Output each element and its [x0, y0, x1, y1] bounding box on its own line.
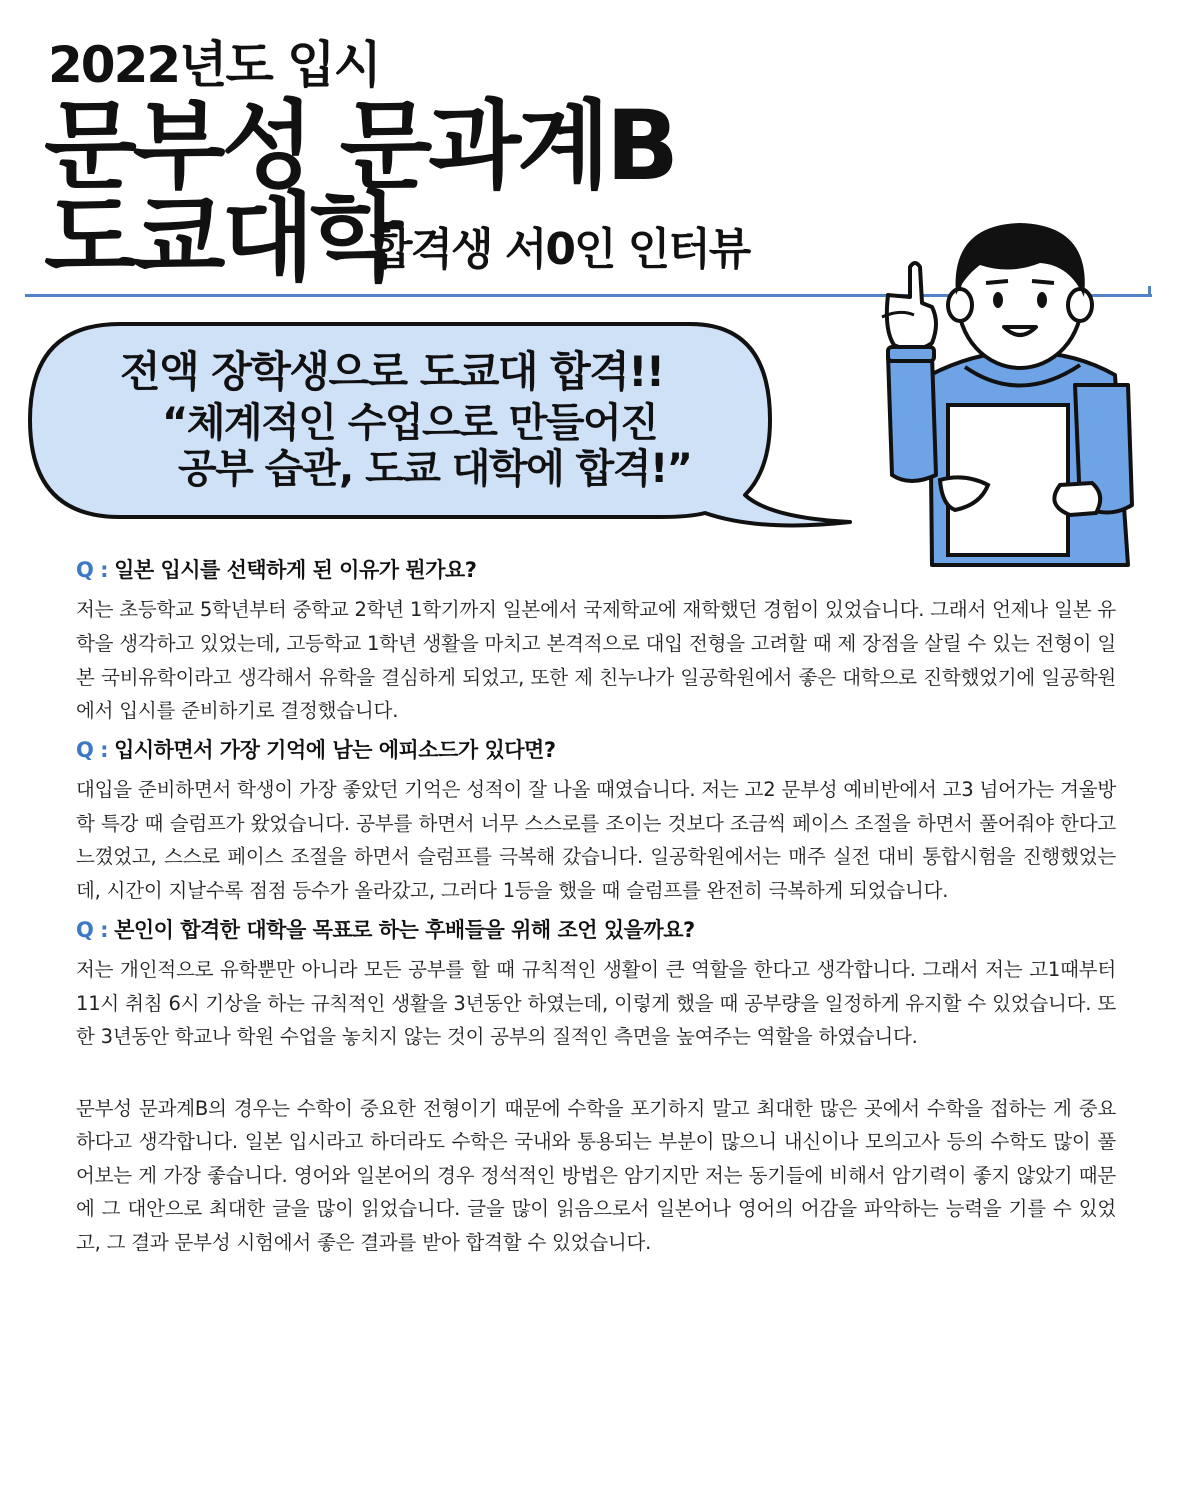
student-character-illustration — [870, 205, 1170, 570]
answer-3-continued: 문부성 문과계B의 경우는 수학이 중요한 전형이기 때문에 수학을 포기하지 말고 최대한 많은 곳에서 수학을 접하는 게 중요하다고 생각합니다. 일본 입시라고 하더라도 수학은 국내와 통용되는 부분이 많으니 내신이나 모의고사 등의 수학도 많이 풀어보는 게 가장 좋습니다. 영어와 일본어의 경우 정석적인 방법은 암기지만 저는 동기들에 비해서 암기력이 좋지 않았기 때문에 그 대안으로 최대한 글을 많이 읽었습니다. 글을 많이 읽음으로서 일본어나 영어의 어감을 파악하는 능력을 기를 수 있었고, 그 결과 문부성 시험에서 좋은 결과를 받아 합격할 수 있었습니다. — [76, 1096, 1116, 1255]
qa-block-3 — [76, 916, 1116, 1260]
title-subtitle: 합격생 서0인 인터뷰 — [370, 224, 750, 275]
paragraph-gap — [76, 1062, 1116, 1092]
question-3-text: 본인이 합격한 대학을 목표로 하는 후배들을 위해 조언 있을까요? — [114, 917, 695, 942]
answer-2: 대입을 준비하면서 학생이 가장 좋았던 기억은 성적이 잘 나올 때였습니다. 저는 고2 문부성 예비반에서 고3 넘어가는 겨울방학 특강 때 슬럼프가 왔었습니다. 공부를 하면서 너무 스스로를 조이는 것보다 조금씩 페이스 조절을 하면서 풀어줘야 한다고 느꼈었고, 스스로 페이스 조절을 하면서 슬럼프를 극복해 갔습니다. 일공학원에서는 매주 실전 대비 통합시험을 진행했었는데, 시간이 지날수록 점점 등수가 올라갔고, 그러다 1등을 했을 때 슬럼프를 완전히 극복하게 되었습니다. — [76, 778, 1116, 902]
answer-1: 저는 초등학교 5학년부터 중학교 2학년 1학기까지 일본에서 국제학교에 재학했던 경험이 있었습니다. 그래서 언제나 일본 유학을 생각하고 있었는데, 고등학교 1학년 생활을 마치고 본격적으로 대입 전형을 고려할 때 제 장점을 살릴 수 있는 전형이 일본 국비유학이라고 생각해서 유학을 결심하게 되었고, 또한 제 친누나가 일공학원에서 좋은 대학으로 진학했었기에 일공학원에서 입시를 준비하기로 결정했습니다. — [76, 598, 1116, 723]
answer-3: 저는 개인적으로 유학뿐만 아니라 모든 공부를 할 때 규칙적인 생활이 큰 역할을 한다고 생각합니다. 그래서 저는 고1때부터 11시 취침 6시 기상을 하는 규칙적인 생활을 3년동안 하였는데, 이렇게 했을 때 공부량을 일정하게 유지할 수 있었습니다. 또한 3년동안 학교나 학원 수업을 놓치지 않는 것이 공부의 질적인 측면을 높여주는 역할을 하였습니다. — [76, 957, 1116, 1049]
bubble-quote-line2: 공부 습관, 도쿄 대학에 합격!” — [178, 446, 692, 493]
bubble-text — [40, 348, 800, 492]
qa-block-2 — [76, 736, 1116, 908]
interview-content — [76, 556, 1116, 1268]
bubble-headline: 전액 장학생으로 도쿄대 합격!! — [120, 347, 664, 396]
question-3 — [76, 916, 1116, 945]
question-2 — [76, 736, 1116, 765]
title-year: 2022년도 입시 — [48, 36, 380, 94]
q-marker: Q : — [76, 737, 109, 762]
question-1 — [76, 556, 1116, 585]
title-category: 문부성 문과계B — [44, 90, 676, 202]
qa-block-1 — [76, 556, 1116, 728]
title-university: 도쿄대학 — [44, 182, 399, 294]
question-1-text: 일본 입시를 선택하게 된 이유가 뭔가요? — [114, 558, 477, 582]
q-marker: Q : — [76, 917, 109, 942]
question-2-text: 입시하면서 가장 기억에 남는 에피소드가 있다면? — [114, 737, 556, 762]
q-marker: Q : — [76, 558, 109, 582]
bubble-quote-line1: “체계적인 수업으로 만들어진 — [162, 400, 658, 447]
